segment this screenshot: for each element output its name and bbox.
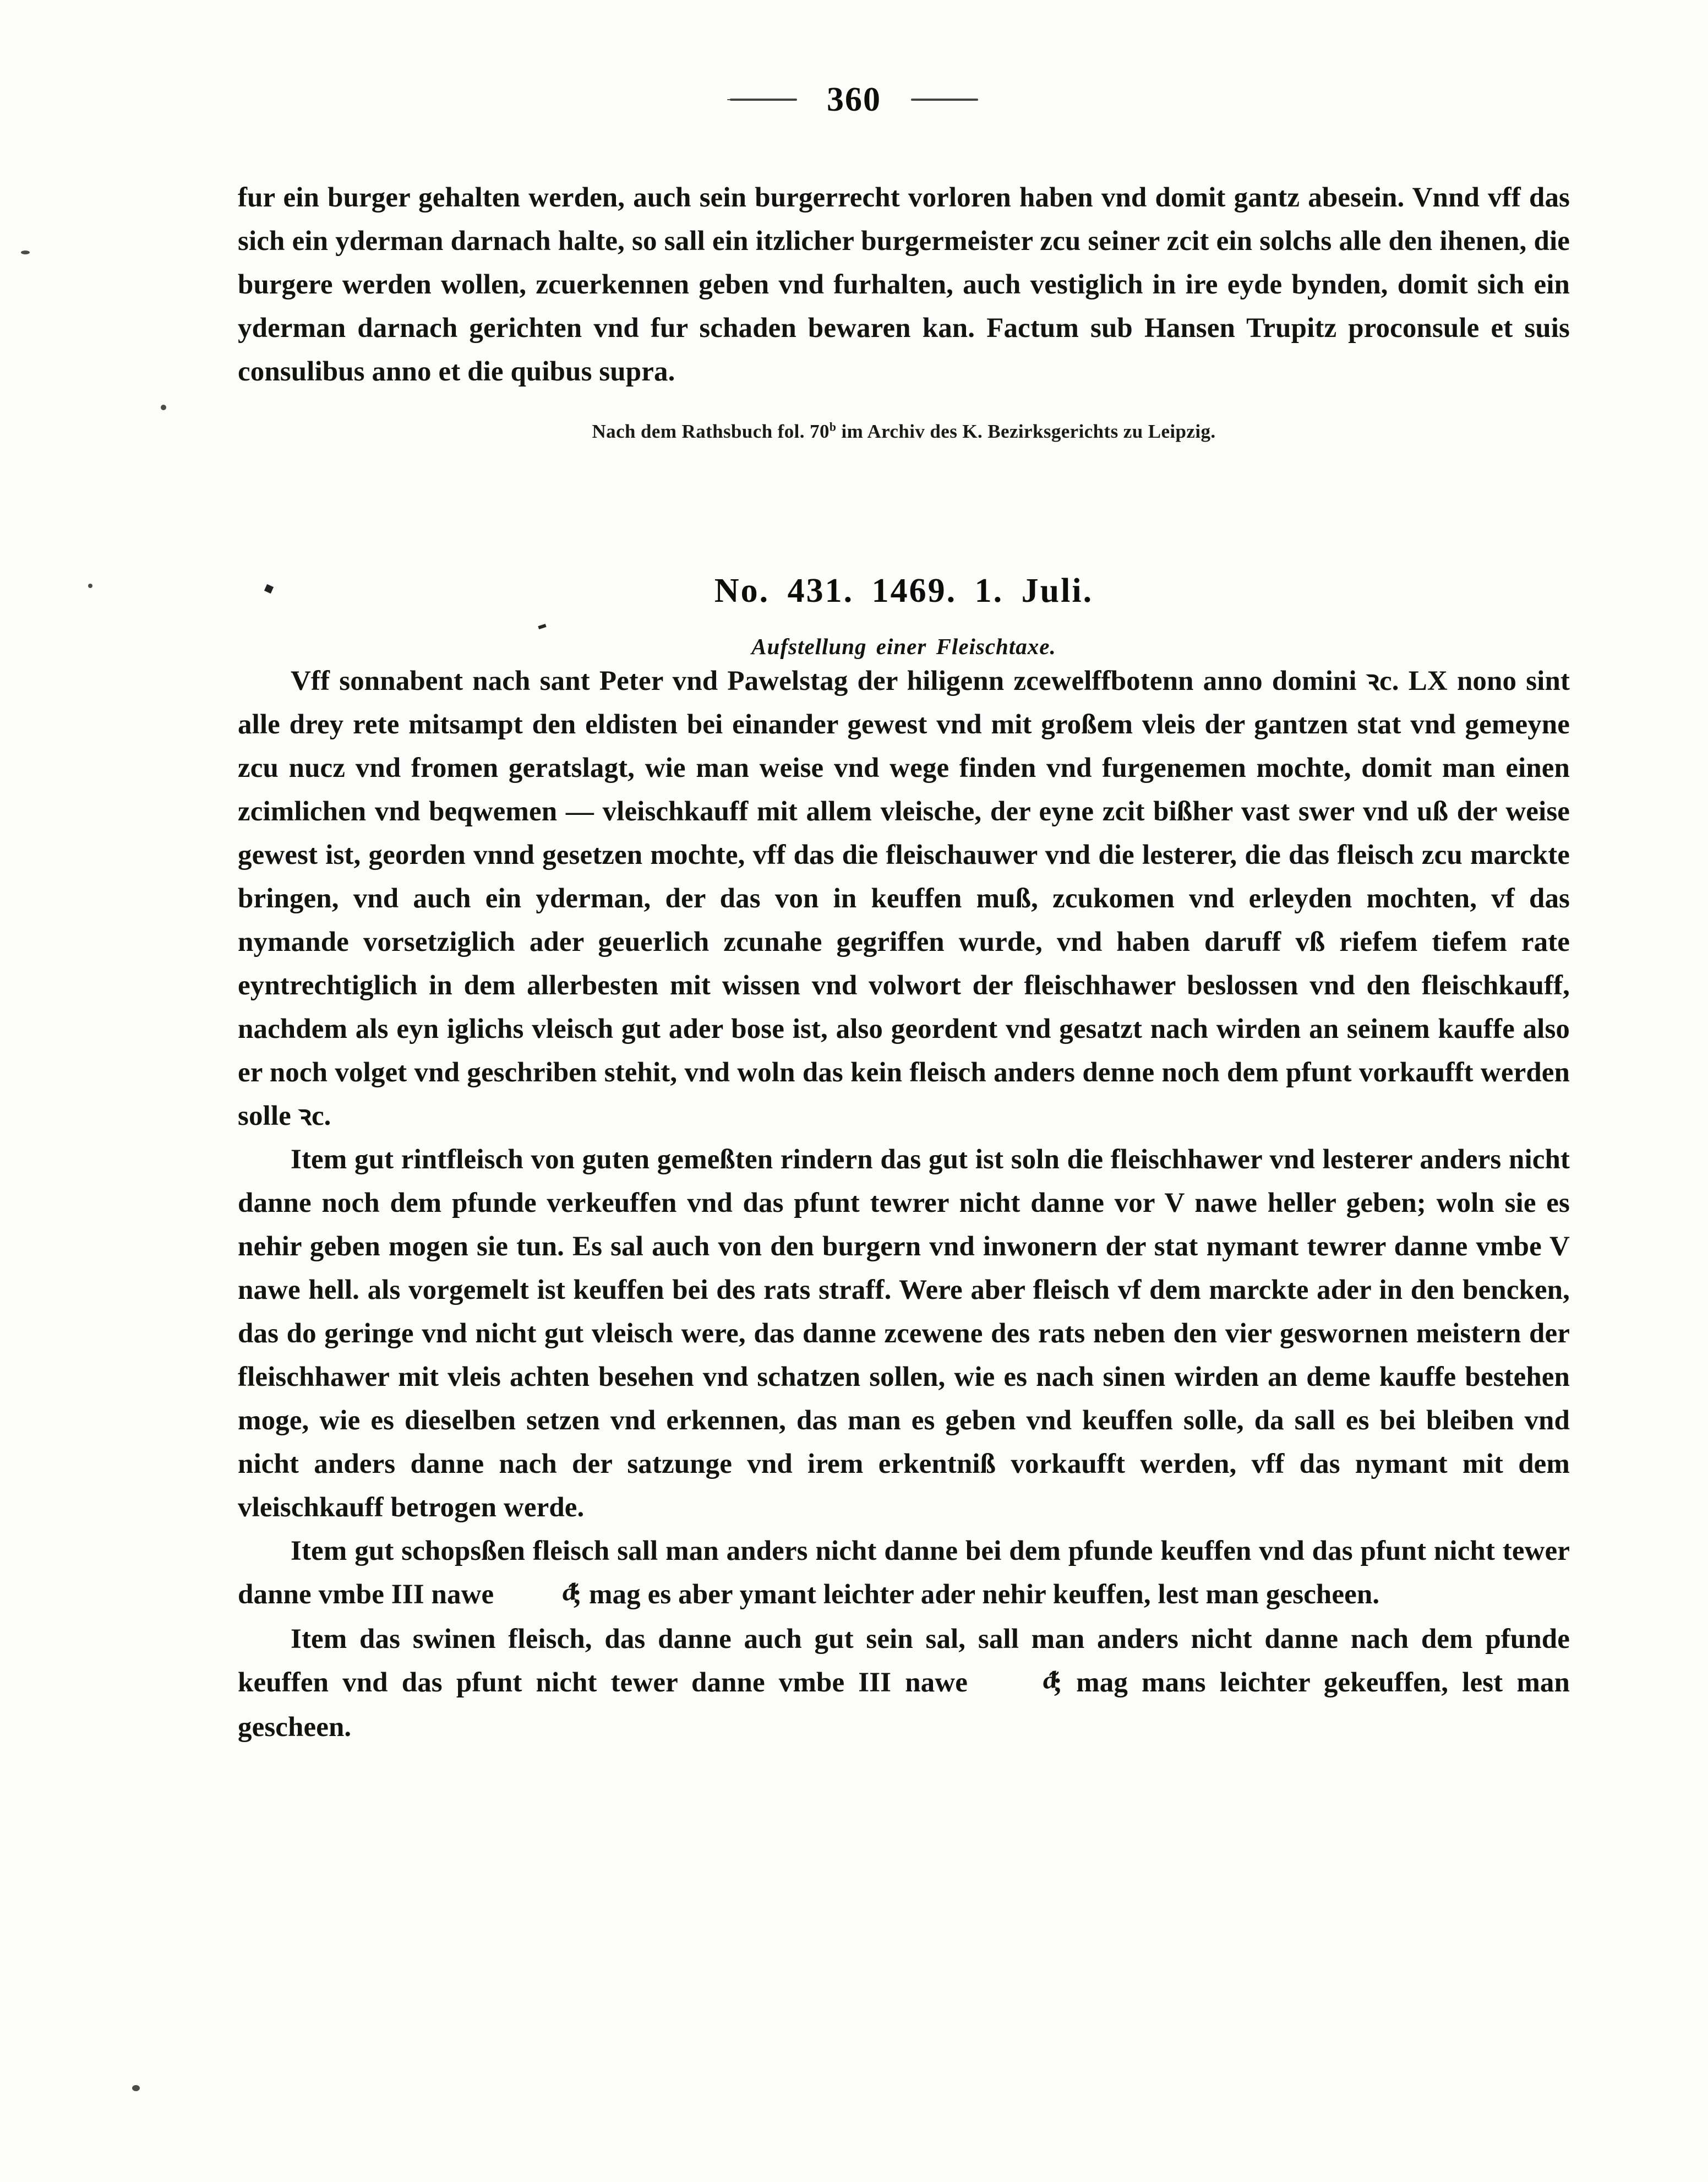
- text-column: [238, 176, 1570, 1749]
- scan-speck: [132, 2085, 140, 2091]
- source-note: [238, 419, 1570, 444]
- running-head: [0, 83, 1708, 117]
- decorative-rule-left: [730, 99, 797, 101]
- pork-text-before: Item das swinen fleisch, das danne auch gut sein sal, sall man anders nicht danne nach dem pfunde keuffen vnd das pfunt nicht tewer danne vmbe III nawe: [238, 1624, 1570, 1699]
- mutton-text-before: Item gut schopsßen fleisch sall man anders nicht danne bei dem pfunde keuffen vnd das pfunt nicht tewer danne vmbe III nawe: [238, 1536, 1570, 1610]
- document-subtitle: Aufstellung einer Fleischtaxe.: [751, 634, 1056, 660]
- scan-speck: [161, 405, 166, 410]
- decorative-rule-right: [911, 99, 978, 101]
- pork-paragraph: [238, 1618, 1570, 1749]
- continued-paragraph: fur ein burger gehalten werden, auch sein burgerrecht vorloren haben vnd domit gantz abesein. Vnnd vff das sich ein yderman darnach halte, so sall ein itzlicher burgermeister zcu seiner zcit ein solchs alle den ihenen, die burgere werden wollen, zcuerkennen geben vnd furhalten, auch vestiglich in ire eyde bynden, domit sich ein yderman darnach gerichten vnd fur schaden bewaren kan. Factum sub Hansen Trupitz proconsule et suis consulibus anno et die quibus supra.: [238, 182, 1570, 387]
- beef-paragraph: Item gut rintfleisch von guten gemeßten rindern das gut ist soln die fleischhawer vnd lesterer anders nicht danne noch dem pfunde verkeuffen vnd das pfunt tewrer nicht danne vor V nawe heller geben; woln sie es nehir geben mogen sie tun. Es sal auch von den burgern vnd inwonern der stat nymant tewrer danne vmbe V nawe hell. als vorgemelt ist keuffen bei des rats straff. Were aber fleisch vf dem marckte ader in den bencken, das do geringe vnd nicht gut vleisch were, das danne zcewene des rats neben den vier geswornen meistern der fleischhawer mit vleis achten besehen vnd schatzen sollen, wie es nach sinen wirden an deme kauffe bestehen moge, wie es dieselben setzen vnd erkennen, das man es geben vnd keuffen solle, da sall es bei bleiben vnd nicht anders danne nach der satzunge vnd irem erkentniß vorkaufft werden, vff das nymant mit dem vleischkauff betrogen werde.: [238, 1144, 1570, 1523]
- source-note-superscript: b: [829, 420, 837, 434]
- scan-speck: [21, 251, 30, 254]
- source-note-prefix: Nach dem Rathsbuch fol. 70: [592, 421, 830, 442]
- denarius-coin-icon: ᵭ: [1040, 1667, 1058, 1695]
- mutton-text-after: ; mag es aber ymant leichter ader nehir keuffen, lest man gescheen.: [572, 1579, 1380, 1610]
- pork-text-after: ; mag mans leichter gekeuffen, lest man gescheen.: [238, 1667, 1570, 1743]
- document-number-line: No. 431. 1469. 1. Juli.: [714, 572, 1094, 610]
- page-number: 360: [827, 81, 881, 118]
- document-heading: [238, 571, 1570, 660]
- mutton-paragraph: [238, 1530, 1570, 1618]
- source-note-suffix: im Archiv des K. Bezirksgerichts zu Leipzig.: [836, 421, 1216, 442]
- denarius-coin-icon: ᵭ: [560, 1579, 577, 1607]
- opening-paragraph: Vff sonnabent nach sant Peter vnd Pawelstag der hiligenn zcewelffbotenn anno domini ꝛc. LX nono sint alle drey rete mitsampt den eldisten bei einander gewest vnd mit großem vleis der gantzen stat vnd gemeyne zcu nucz vnd fromen geratslagt, wie man weise vnd wege finden vnd furgenemen mochte, domit man einen zcimlichen vnd beqwemen — vleischkauff mit allem vleische, der eyne zcit bißher vast swer vnd uß der weise gewest ist, georden vnnd gesetzen mochte, vff das die fleischauwer vnd die lesterer, die das fleisch zcu marckte bringen, vnd auch ein yderman, der das von in keuffen muß, zcukomen vnd erleyden mochten, vf das nymande vorsetziglich ader geuerlich zcunahe gegriffen wurde, vnd haben daruff vß riefem tiefem rate eyntrechtiglich in dem allerbesten mit wissen vnd volwort der fleischhawer beslossen vnd den fleischkauff, nachdem als eyn iglichs vleisch gut ader bose ist, also geordent vnd gesatzt nach wirden an seinem kauffe also er noch volget vnd geschriben stehit, vnd woln das kein fleisch anders denne noch dem pfunt vorkaufft werden solle ꝛc.: [238, 666, 1570, 1132]
- scan-speck: [88, 584, 92, 588]
